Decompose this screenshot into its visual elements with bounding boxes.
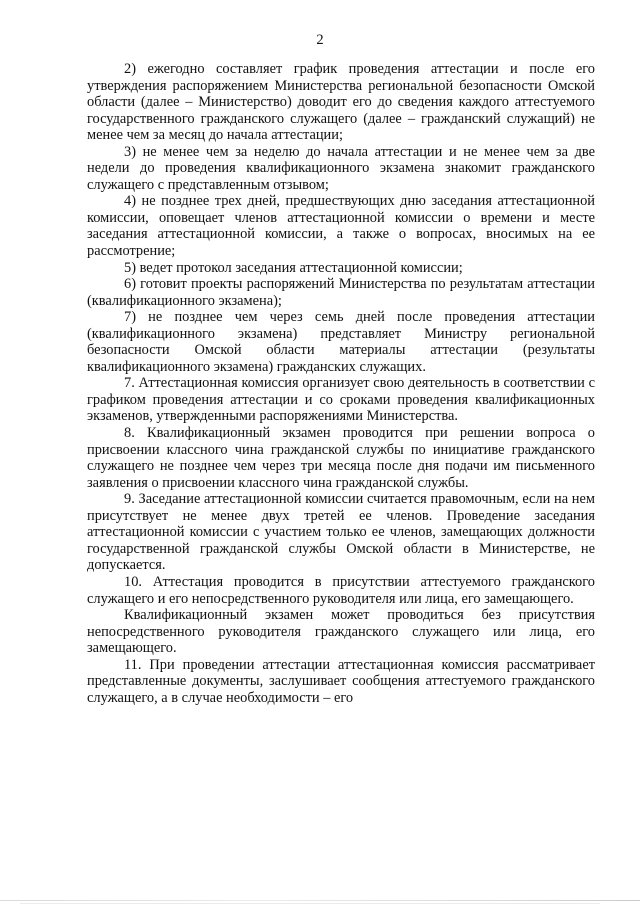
paragraph-item-6: 6) готовит проекты распоряжений Министерства по результатам аттестации (квалификационного экзамена); bbox=[87, 276, 595, 309]
page-number: 2 bbox=[316, 32, 324, 48]
scan-edge-line-secondary bbox=[20, 903, 600, 904]
paragraph-item-5: 5) ведет протокол заседания аттестационной комиссии; bbox=[124, 259, 463, 276]
paragraph-item-7: 7) не позднее чем через семь дней после проведения аттестации (квалификационного экзамена) представляет Министру региональной безопасности Омской области материалы аттестации (результаты квалификационного экзамена) гражданских служащих. bbox=[87, 309, 595, 375]
paragraph-clause-7: 7. Аттестационная комиссия организует свою деятельность в соответствии с графиком проведения аттестации и со сроками проведения квалификационных экзаменов, утвержденными распоряжениями Министерства. bbox=[87, 375, 595, 425]
paragraph-item-4: 4) не позднее трех дней, предшествующих дню заседания аттестационной комиссии, оповещает членов аттестационной комиссии о времени и месте заседания аттестационной комиссии, а также о вопросах, вносимых на ее рассмотрение; bbox=[87, 193, 595, 260]
paragraph-item-3: 3) не менее чем за неделю до начала аттестации и не менее чем за две недели до проведения квалификационного экзамена знакомит гражданского служащего с представленным отзывом; bbox=[87, 143, 595, 193]
scan-edge-line bbox=[0, 900, 640, 901]
paragraph-clause-10-continued: Квалификационный экзамен может проводиться без присутствия непосредственного руководителя гражданского служащего или лица, его замещающего. bbox=[87, 607, 595, 657]
document-body bbox=[87, 61, 595, 706]
paragraph-clause-9: 9. Заседание аттестационной комиссии считается правомочным, если на нем присутствует не менее двух третей ее членов. Проведение заседания аттестационной комиссии с участием только ее членов, замещающих должности государственной гражданской службы Омской области в Министерстве, не допускается. bbox=[87, 491, 595, 574]
paragraph-clause-11: 11. При проведении аттестации аттестационная комиссия рассматривает представленные документы, заслушивает сообщения аттестуемого гражданского служащего, а в случае необходимости – его bbox=[87, 656, 595, 706]
paragraph-clause-8: 8. Квалификационный экзамен проводится при решении вопроса о присвоении классного чина гражданской службы по инициативе гражданского служащего не позднее чем через три месяца после дня подачи им письменного заявления о присвоении классного чина гражданской службы. bbox=[87, 425, 595, 491]
paragraph-clause-10: 10. Аттестация проводится в присутствии аттестуемого гражданского служащего и его непосредственного руководителя или лица, его замещающего. bbox=[87, 573, 595, 607]
paragraph-item-2: 2) ежегодно составляет график проведения аттестации и после его утверждения распоряжением Министерства региональной безопасности Омской области (далее – Министерство) доводит его до сведения каждого аттестуемого государственного гражданского служащего (далее – гражданский служащий) не менее чем за месяц до начала аттестации; bbox=[87, 61, 595, 144]
